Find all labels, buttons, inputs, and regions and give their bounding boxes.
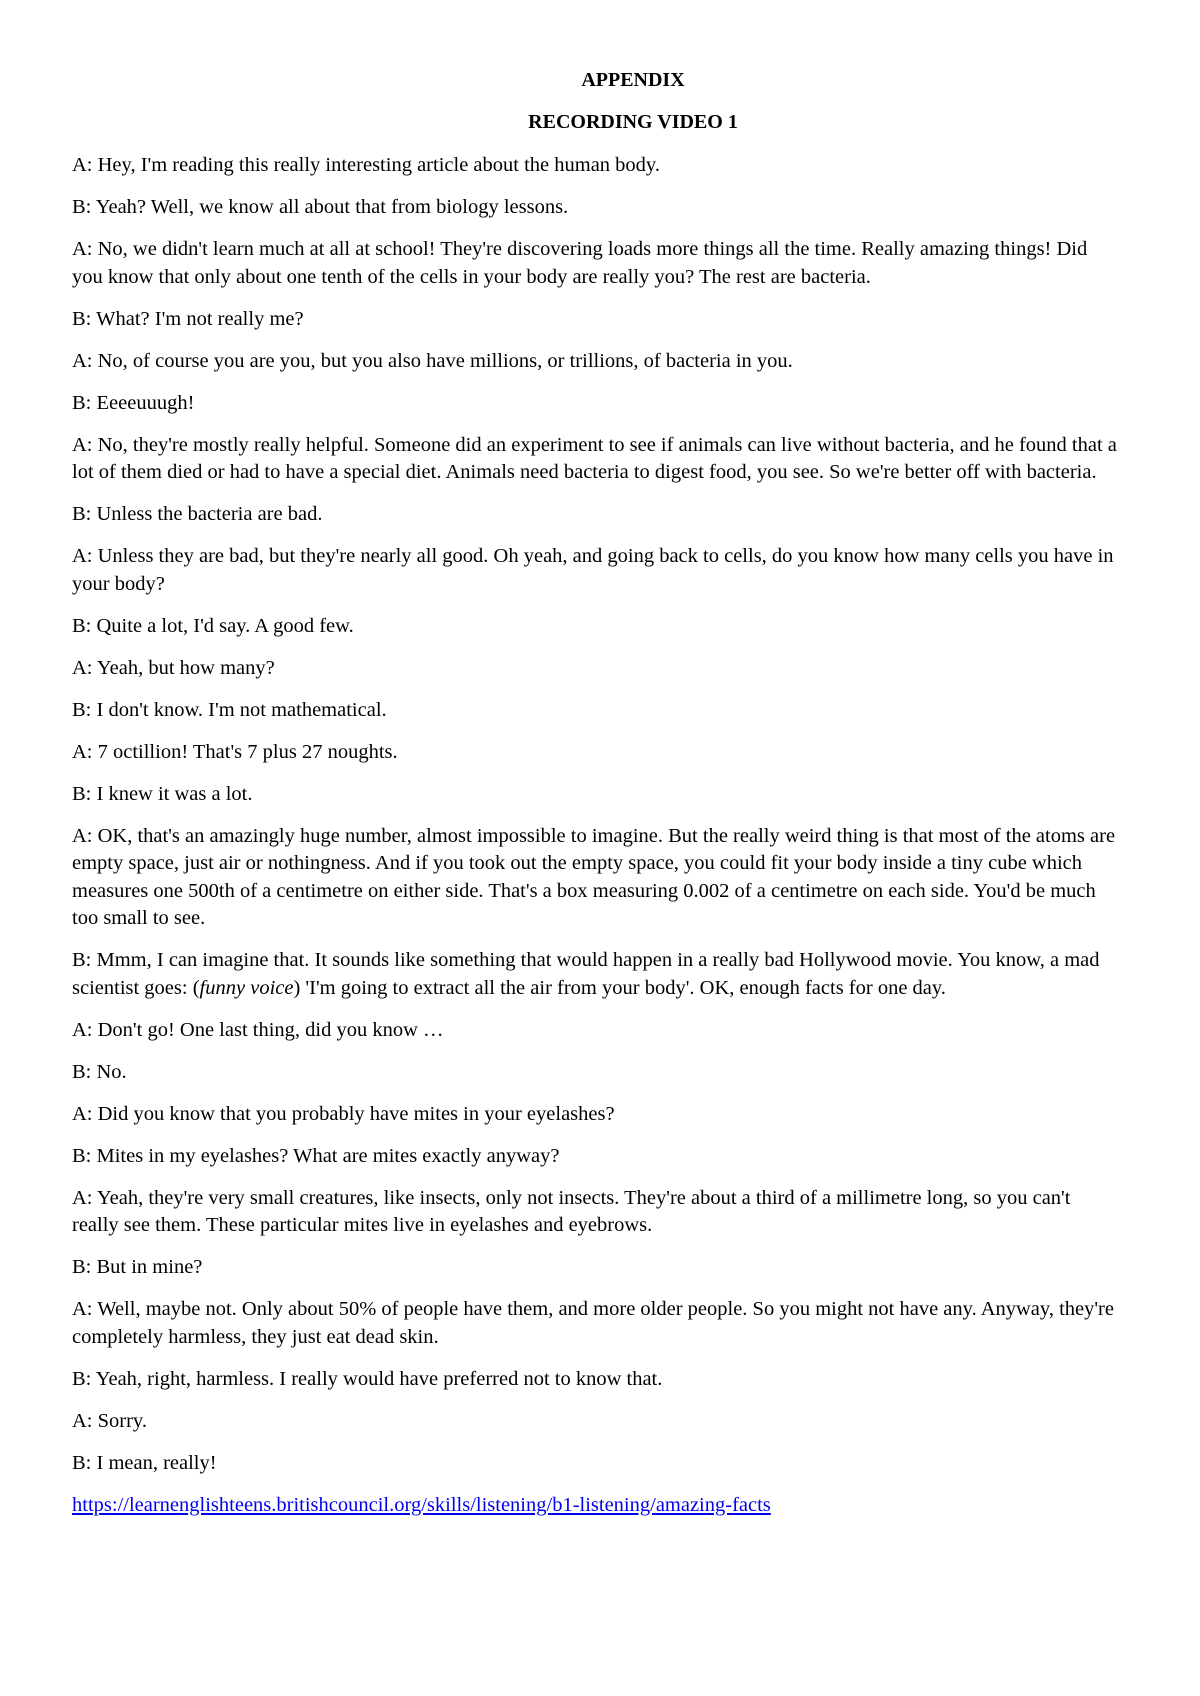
movie-line-italic: funny voice [199,976,294,999]
dialogue-line: B: I mean, really! [72,1451,217,1474]
dialogue-line: B: Mites in my eyelashes? What are mites exactly anyway? [72,1144,560,1167]
dialogue-block [72,152,1120,1477]
dialogue-line: A: Sorry. [72,1409,147,1432]
dialogue-line: B: Unless the bacteria are bad. [72,503,323,525]
dialogue-line: A: Don't go! One last thing, did you know … [72,1018,444,1041]
movie-line-before: B: Mmm, I can imagine that. It sounds like something that would happen in a really bad Hollywood movie. You know, a mad scientist goes: ( [72,949,1100,999]
dialogue-line: B: Eeeeuuugh! [72,391,195,414]
dialogue-line: A: No, they're mostly really helpful. Someone did an experiment to see if animals can live without bacteria, and he found that a lot of them died or had to have a special diet. Animals need bacteria to digest food, you see. So we're better off with bacteria. [72,433,1117,483]
dialogue-line: B: Yeah, right, harmless. I really would have preferred not to know that. [72,1367,663,1390]
dialogue-line: A: Unless they are bad, but they're nearly all good. Oh yeah, and going back to cells, do you know how many cells you have in your body? [72,545,1114,595]
recording-heading: RECORDING VIDEO 1 [528,111,738,133]
dialogue-line: A: Did you know that you probably have mites in your eyelashes? [72,1102,615,1125]
dialogue-line: A: Hey, I'm reading this really interesting article about the human body. [72,154,660,176]
dialogue-line: B: I don't know. I'm not mathematical. [72,698,387,721]
dialogue-line: B: No. [72,1060,127,1083]
dialogue-line: B: Quite a lot, I'd say. A good few. [72,614,354,637]
dialogue-line: A: Well, maybe not. Only about 50% of people have them, and more older people. So you might not have any. Anyway, they're completely harmless, they just eat dead skin. [72,1298,1114,1348]
dialogue-line: A: No, we didn't learn much at all at school! They're discovering loads more things all the time. Really amazing things! Did you know that only about one tenth of the cells in your body are really you? The rest are bacteria. [72,238,1088,288]
dialogue-line-movie [72,947,1120,1002]
dialogue-line: A: Yeah, they're very small creatures, like insects, only not insects. They're about a third of a millimetre long, so you can't really see them. These particular mites live in eyelashes and eyebrows. [72,1186,1071,1236]
dialogue-line: B: I knew it was a lot. [72,782,253,805]
source-link[interactable]: https://learnenglishteens.britishcouncil.org/skills/listening/b1-listening/amazing-facts [72,1493,771,1516]
dialogue-line: B: But in mine? [72,1256,203,1278]
dialogue-line: B: Yeah? Well, we know all about that from biology lessons. [72,196,569,218]
document-content [72,68,1120,1519]
dialogue-line: A: 7 octillion! That's 7 plus 27 noughts. [72,740,398,763]
dialogue-line: A: OK, that's an amazingly huge number, almost impossible to imagine. But the really weird thing is that most of the atoms are empty space, just air or nothingness. And if you took out the empty space, you could fit your body inside a tiny cube which measures one 500th of a centimetre on either side. That's a box measuring 0.002 of a centimetre on each side. You'd be much too small to see. [72,824,1116,929]
dialogue-line: A: Yeah, but how many? [72,656,275,679]
movie-line-after: ) 'I'm going to extract all the air from your body'. OK, enough facts for one day. [293,976,946,999]
appendix-heading: APPENDIX [581,69,685,91]
dialogue-line: B: What? I'm not really me? [72,307,304,330]
dialogue-line: A: No, of course you are you, but you also have millions, or trillions, of bacteria in you. [72,349,793,372]
